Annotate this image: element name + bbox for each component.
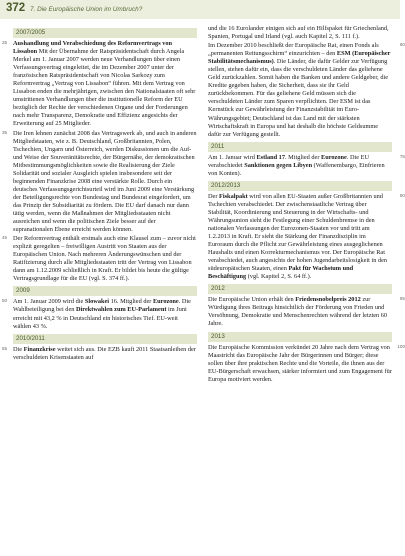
bold-term: Sanktionen gegen Libyen bbox=[244, 161, 313, 169]
year-heading: 2012/2013 bbox=[208, 181, 392, 191]
paragraph-text: . Die EU verabschiedet bbox=[208, 153, 370, 169]
right-column bbox=[208, 25, 405, 553]
year-heading: 2012 bbox=[208, 284, 392, 294]
paragraph-text: im Juni erreicht mit 43,2 % in Deutschland ein historisches Tief. EU-weit wählen 43 %. bbox=[13, 306, 187, 330]
paragraph-text: Am 1. Januar wird bbox=[208, 153, 257, 161]
timeline-section bbox=[208, 181, 405, 282]
paragraph-text: Die Europäische Union erhält den bbox=[208, 296, 296, 304]
timeline-paragraph bbox=[2, 235, 197, 283]
bold-term: Fiskalpakt bbox=[219, 192, 248, 200]
timeline-section bbox=[2, 286, 197, 330]
paragraph-text: 16. Mitglied der bbox=[109, 298, 153, 306]
paragraph-text: Mit der Übernahme der Ratspräsidentschaft durch Angela Merkel am 1. Januar 2007 werden neue Verhandlungen über einen Verfassungsvertrag eingeleitet, die im Dezember 2007 unter der französischen Ratspräsidentschaft von Nicolas Sarkozy zum Reformvertrag „Vertrag von Lissabon“ führen. Mit dem Vertrag von Lissabon enden die mehrjährigen, zwischen den Nationalstaaten oft sehr umstrittenen Verhandlungen über die institutionelle Reform der EU bezüglich der Rechte der verschiedenen Organe und der Forderungen nach mehr Transparenz, Demokratie und Effizienz angesichts der Erweiterung auf 25 Mitglieder. bbox=[13, 48, 196, 128]
paragraph-text: (Waffenembargo, Einfrieren von Konten). bbox=[208, 161, 385, 177]
timeline-paragraph bbox=[208, 343, 405, 384]
paragraph-text: und die 16 Eurolander einigen sich auf ein Hilfspaket für Griechenland, Spanien, Portugal und Irland (vgl. auch Kapitel 2, S. 111 f.). bbox=[208, 25, 389, 41]
paragraph-text: Am 1. Januar 2009 wird die bbox=[13, 298, 85, 306]
timeline-paragraph bbox=[208, 42, 405, 139]
paragraph-text: Die bbox=[13, 345, 24, 353]
paragraph-text: . Die Wahlbeteiligung bei den bbox=[13, 298, 191, 314]
year-heading: 2010/2011 bbox=[13, 334, 197, 344]
line-number: 55 bbox=[2, 345, 8, 351]
timeline-paragraph bbox=[208, 296, 405, 328]
bold-term: Pakt für Wachstum und Beschäftigung bbox=[208, 265, 354, 281]
paragraph-text: zur Würdigung ihres Beitrags hinsichtlich der Förderung von Frieden und Versöhnung, Demokratie und Menschenrechten während der letzten 60 Jahre. bbox=[208, 296, 388, 328]
timeline-section bbox=[208, 142, 405, 178]
paragraph-text: Die Iren lehnen zunächst 2008 das Vertragswerk ab, und auch in anderen Mitgliedstaaten, wie z. B. Deutschland, Großbritannien, Polen, Tschechien, Ungarn und Österreich, werden Diskussionen um die Auf- und Weise der Souveränitätsrechte, der Bürgernähe, der demokratischen Mitbestimmungsmöglichkeiten sowie die Realisierung der Ziele Solidarität und sozialer Ausgleich spielen insbesondere seit der beginnenden Finanzkrise 2008 eine verstärkte Rolle. Durch ein deutsches Verfassungsgerichtsurteil wird im Juni 2009 eine Verstärkung der Beteiligungsrechte von Bundestag und Bundesrat eingefordert, um das Prinzip der Subsidiarität zu fördern. Die EU darf danach nur dann tätig werden, wenn die Maßnahmen der Mitgliedsstaaten nicht ausreichen und wenn die politischen Ziele besser auf der supranationalen Ebene erreicht werden können. bbox=[13, 129, 197, 234]
bold-term: Eurozone bbox=[152, 298, 179, 306]
line-number: 50 bbox=[2, 298, 8, 304]
paragraph-text: . Mitglied der bbox=[284, 153, 322, 161]
line-number: 75 bbox=[399, 153, 405, 159]
bold-term: Estland 17 bbox=[256, 153, 285, 161]
bold-term: Finanzkrise bbox=[23, 345, 56, 353]
bold-term: Friedensnobelpreis 2012 bbox=[295, 296, 361, 304]
year-heading: 2009 bbox=[13, 286, 197, 296]
timeline-section bbox=[208, 332, 405, 384]
timeline-paragraph bbox=[2, 129, 197, 235]
line-number: 60 bbox=[399, 42, 405, 48]
line-number: 80 bbox=[399, 192, 405, 198]
timeline-paragraph bbox=[208, 153, 405, 178]
timeline-paragraph bbox=[2, 298, 197, 330]
year-heading: 2007/2005 bbox=[13, 28, 197, 38]
page-number: 372 bbox=[6, 2, 26, 14]
line-number: 45 bbox=[2, 235, 8, 241]
paragraph-text: Der Reformvertrag enthält erstmals auch eine Klausel zum – zuvor nicht explizit geregelten – freiwilligen Austritt von Staaten aus der Europäischen Union. Nach mehreren Änderungswünschen und der Ratifizierung durch alle Mitgliedsstaaten tritt der Vertrag von Lissabon dann am 1.12.2009 schließlich in Kraft. Er bildet bis heute die gültige Vertragsgrundlage für die EU (vgl. S. 374 ff.). bbox=[13, 235, 196, 283]
timeline-section bbox=[2, 334, 197, 362]
line-number: 95 bbox=[399, 296, 405, 302]
timeline-paragraph bbox=[2, 40, 197, 129]
timeline-section bbox=[208, 284, 405, 328]
left-column bbox=[2, 25, 197, 553]
timeline-paragraph bbox=[2, 345, 197, 362]
paragraph-text: (vgl. Kapitel 2, S. 64 ff.). bbox=[246, 273, 312, 281]
page-header bbox=[0, 0, 400, 19]
chapter-title: 7. Die Europäische Union im Umbruch? bbox=[30, 6, 143, 13]
timeline-section bbox=[2, 28, 197, 283]
bold-term: Eurozone bbox=[321, 153, 347, 161]
paragraph-text: Die Europäische Kommission verkündet 20 Jahre nach dem Vertrag von Maastricht das Europäische Jahr der Bürgerinnen und Bürger; diese sollen über ihre praktischen Rechte und die Vorteile, die ihnen aus der EU-Bürgerschaft erwachsen, stärker informiert und zum Engagement für Europa motiviert werden. bbox=[208, 343, 392, 383]
timeline-section bbox=[208, 25, 405, 139]
paragraph-text: . Die Länder, die dafür Gelder zur Verfügung stellen, stehen dafür ein, dass die verschuldeten Länder das geliehene Geld zurückzahlen. Somit haben die Banken und andere Geldgeber, die Kredite gegeben haben, die Sicherheit, dass sie ihr Geld zurückbekommen. Für das geliehene Geld müssen sich die verschuldeten Länder zum Sparen verpflichten. Der ESM ist das Kernstück zur Gewährleistung der Finanzstabilität im Euro-Währungsgebiet; Deutschland ist das Land mit der stärksten Wirtschaftskraft in Europa und hat deshalb die höchste Geldsumme dafür zur Verfügung gestellt. bbox=[208, 58, 389, 138]
bold-term: ESM (Europäischer Stabilitätsmechanismus) bbox=[208, 50, 391, 66]
timeline-paragraph bbox=[208, 25, 392, 41]
bold-term: Slowakei bbox=[84, 298, 110, 306]
paragraph-text: Im Dezember 2010 beschließt der Europäische Rat, einen Fonds als „permanenten Rettungsschirm“ einzurichten – den bbox=[208, 42, 379, 58]
timeline-paragraph bbox=[208, 192, 405, 282]
paragraph-heading: Aushandlung und Verabschiedung des Reformvertrags von Lissabon bbox=[13, 40, 173, 56]
paragraph-text: wird von allen EU-Staaten außer Großbritannien und Tschechien verabschiedet. Der zwischenstaatliche Vertrag über Stabilität, Koordinierung und Steuerung in der Wirtschafts- und Währungsunion sieht die Festlegung einer Schuldenbremse in den nationalen Verfassungen der Eurozonen-Staaten vor und tritt am 1.2.2013 in Kraft. Er sieht die Stärkung der Finanzdisziplin im Euroraum durch die Pflicht zur Gewährleistung eines ausgeglichenen Haushalts und einen Korrekturmechanismus vor. Der Europäische Rat verabschiedet, auch angesichts der hohen Jugendarbeitslosigkeit in den südeuropäischen Staaten, einen bbox=[208, 192, 388, 273]
year-heading: 2011 bbox=[208, 142, 392, 152]
year-heading: 2013 bbox=[208, 332, 392, 342]
line-number: 35 bbox=[2, 129, 8, 135]
paragraph-text: weitet sich aus. Die EZB kauft 2011 Staatsanleihen der verschuldeten Krisenstaaten auf bbox=[13, 345, 196, 361]
line-number: 25 bbox=[2, 40, 8, 45]
bold-term: Direktwahlen zum EU-Parlament bbox=[75, 306, 167, 314]
paragraph-text: Der bbox=[208, 192, 220, 200]
line-number: 100 bbox=[397, 343, 405, 349]
